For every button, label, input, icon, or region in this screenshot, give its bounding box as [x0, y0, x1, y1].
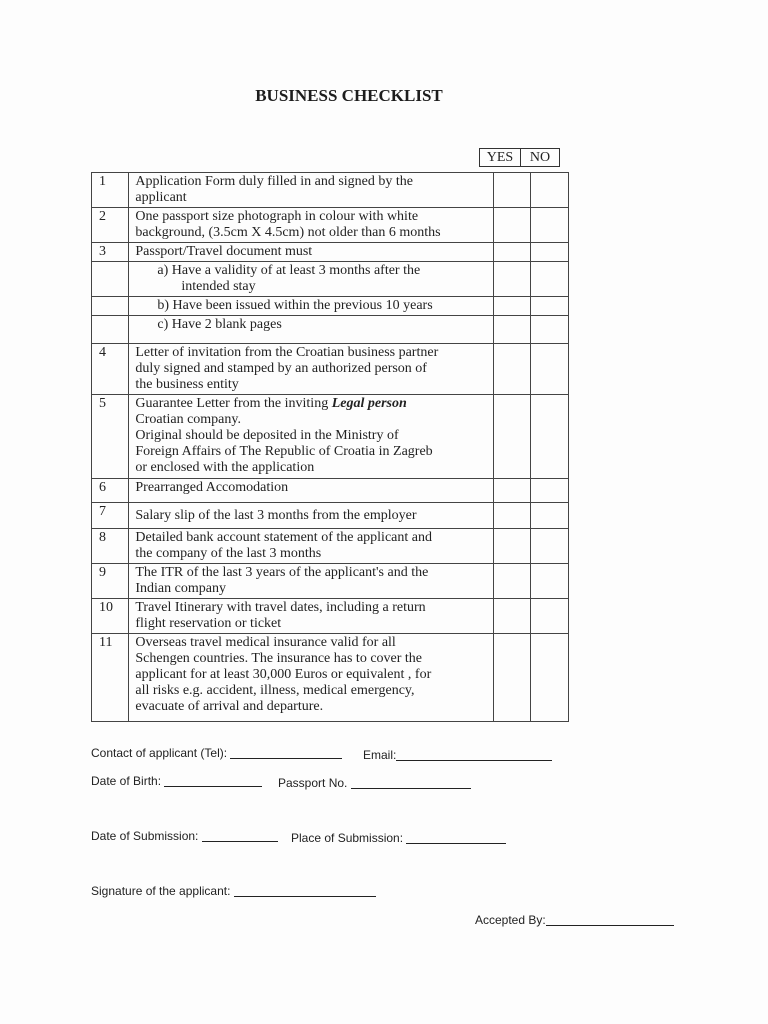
no-checkbox[interactable]: [531, 529, 569, 564]
yes-checkbox[interactable]: [493, 479, 531, 503]
no-column-header: NO: [521, 149, 560, 167]
sub-item-letter: c): [157, 317, 169, 332]
row-description: [129, 344, 494, 395]
table-row: [92, 634, 569, 722]
yes-checkbox[interactable]: [493, 173, 531, 208]
row-description: [129, 634, 494, 722]
yes-no-header: [479, 148, 560, 167]
table-row: [92, 173, 569, 208]
no-checkbox[interactable]: [531, 344, 569, 395]
page-title: BUSINESS CHECKLIST: [255, 86, 443, 105]
no-checkbox[interactable]: [531, 395, 569, 479]
yes-column-header: YES: [480, 149, 521, 167]
passport-field[interactable]: [351, 776, 471, 789]
row-text: Application Form duly filled in and signed by the: [135, 174, 414, 189]
yes-checkbox[interactable]: [493, 208, 531, 243]
row-text: the company of the last 3 months: [135, 546, 322, 561]
no-checkbox[interactable]: [531, 634, 569, 722]
place-submission-label: Place of Submission:: [291, 831, 404, 845]
row-text: Passport/Travel document must: [135, 244, 313, 259]
no-checkbox[interactable]: [531, 243, 569, 262]
contact-field[interactable]: [230, 746, 342, 759]
table-row: [92, 529, 569, 564]
date-submission-label: Date of Submission:: [91, 829, 199, 843]
signature-label: Signature of the applicant:: [91, 884, 231, 898]
row-description: [129, 173, 494, 208]
no-checkbox[interactable]: [531, 173, 569, 208]
row-description: [129, 316, 494, 344]
row-text: Have been issued within the previous 10 years: [172, 298, 433, 313]
table-row: [92, 479, 569, 503]
row-description: [129, 243, 494, 262]
row-number: 11: [92, 634, 129, 722]
row-number: 2: [92, 208, 129, 243]
yes-checkbox[interactable]: [493, 564, 531, 599]
row-text: applicant for at least 30,000 Euros or equivalent , for: [135, 667, 432, 682]
passport-label: Passport No.: [278, 776, 348, 790]
yes-checkbox[interactable]: [493, 503, 531, 529]
row-text: flight reservation or ticket: [135, 616, 282, 631]
row-description: [129, 479, 494, 503]
row-text: Guarantee Letter from the inviting: [135, 396, 332, 411]
yes-checkbox[interactable]: [493, 344, 531, 395]
table-row: [92, 316, 569, 344]
table-row: [92, 243, 569, 262]
row-description: [129, 262, 494, 297]
row-description: [129, 529, 494, 564]
yes-checkbox[interactable]: [493, 634, 531, 722]
row-number: [92, 297, 129, 316]
row-text: all risks e.g. accident, illness, medical emergency,: [135, 683, 415, 698]
row-description: [129, 395, 494, 479]
row-number: 1: [92, 173, 129, 208]
no-checkbox[interactable]: [531, 316, 569, 344]
row-text: Salary slip of the last 3 months from the employer: [135, 507, 417, 523]
table-row: [92, 395, 569, 479]
table-row: [92, 503, 569, 529]
legal-person-emphasis: Legal person: [331, 396, 407, 411]
row-text: applicant: [135, 190, 187, 205]
email-line: [363, 748, 552, 762]
row-text: Schengen countries. The insurance has to cover the: [135, 651, 423, 666]
accepted-field[interactable]: [546, 913, 674, 926]
table-row: [92, 599, 569, 634]
row-text: Have 2 blank pages: [171, 317, 282, 332]
table-row: [92, 344, 569, 395]
contact-line: [91, 746, 342, 760]
dob-field[interactable]: [164, 774, 262, 787]
yes-checkbox[interactable]: [493, 529, 531, 564]
row-number: [92, 316, 129, 344]
no-checkbox[interactable]: [531, 479, 569, 503]
no-checkbox[interactable]: [531, 564, 569, 599]
row-number: 5: [92, 395, 129, 479]
row-description: [129, 297, 494, 316]
place-submission-field[interactable]: [406, 831, 506, 844]
row-text: background, (3.5cm X 4.5cm) not older than 6 months: [135, 225, 441, 240]
row-number: 10: [92, 599, 129, 634]
no-checkbox[interactable]: [531, 208, 569, 243]
accepted-line: [475, 913, 674, 927]
row-text: Foreign Affairs of The Republic of Croatia in Zagreb: [135, 444, 433, 459]
row-text: Indian company: [135, 581, 226, 596]
accepted-label: Accepted By:: [475, 913, 546, 927]
yes-checkbox[interactable]: [493, 243, 531, 262]
email-field[interactable]: [396, 748, 552, 761]
sub-item-letter: a): [157, 263, 169, 278]
row-text: Croatian company.: [135, 412, 241, 427]
signature-line: [91, 884, 376, 898]
contact-label: Contact of applicant (Tel):: [91, 746, 228, 760]
no-checkbox[interactable]: [531, 262, 569, 297]
row-description: [129, 208, 494, 243]
yes-checkbox[interactable]: [493, 316, 531, 344]
row-text: Travel Itinerary with travel dates, including a return: [135, 600, 426, 615]
row-number: 4: [92, 344, 129, 395]
row-text: the business entity: [135, 377, 239, 392]
row-number: 8: [92, 529, 129, 564]
dob-line: [91, 774, 262, 788]
table-row: [92, 564, 569, 599]
row-text: Overseas travel medical insurance valid for all: [135, 635, 396, 650]
row-text: Original should be deposited in the Ministry of: [135, 428, 399, 443]
row-text: Prearranged Accomodation: [135, 480, 289, 495]
email-label: Email:: [363, 748, 397, 762]
row-text: or enclosed with the application: [135, 460, 315, 475]
dob-label: Date of Birth:: [91, 774, 162, 788]
date-submission-line: [91, 829, 278, 843]
row-text: evacuate of arrival and departure.: [135, 699, 324, 714]
row-description: [129, 503, 494, 529]
no-checkbox[interactable]: [531, 503, 569, 529]
row-description: [129, 599, 494, 634]
row-number: 7: [92, 503, 129, 529]
yes-checkbox[interactable]: [493, 395, 531, 479]
table-row: [92, 262, 569, 297]
row-text: duly signed and stamped by an authorized person of: [135, 361, 427, 376]
passport-line: [278, 776, 471, 790]
checklist-table: [91, 172, 569, 722]
row-text: One passport size photograph in colour with white: [135, 209, 419, 224]
row-text: Have a validity of at least 3 months after the: [171, 263, 421, 278]
table-row: [92, 208, 569, 243]
yes-checkbox[interactable]: [493, 599, 531, 634]
sub-item-letter: b): [157, 298, 170, 313]
table-row: [92, 297, 569, 316]
row-number: [92, 262, 129, 297]
yes-checkbox[interactable]: [493, 262, 531, 297]
row-text: Detailed bank account statement of the applicant and: [135, 530, 432, 545]
no-checkbox[interactable]: [531, 599, 569, 634]
signature-field[interactable]: [234, 884, 376, 897]
place-submission-line: [291, 831, 506, 845]
row-number: 9: [92, 564, 129, 599]
row-text: The ITR of the last 3 years of the applicant's and the: [135, 565, 429, 580]
yes-checkbox[interactable]: [493, 297, 531, 316]
row-number: 3: [92, 243, 129, 262]
row-number: 6: [92, 479, 129, 503]
no-checkbox[interactable]: [531, 297, 569, 316]
row-description: [129, 564, 494, 599]
row-text: Letter of invitation from the Croatian business partner: [135, 345, 439, 360]
row-text: intended stay: [181, 279, 256, 294]
date-submission-field[interactable]: [202, 829, 278, 842]
